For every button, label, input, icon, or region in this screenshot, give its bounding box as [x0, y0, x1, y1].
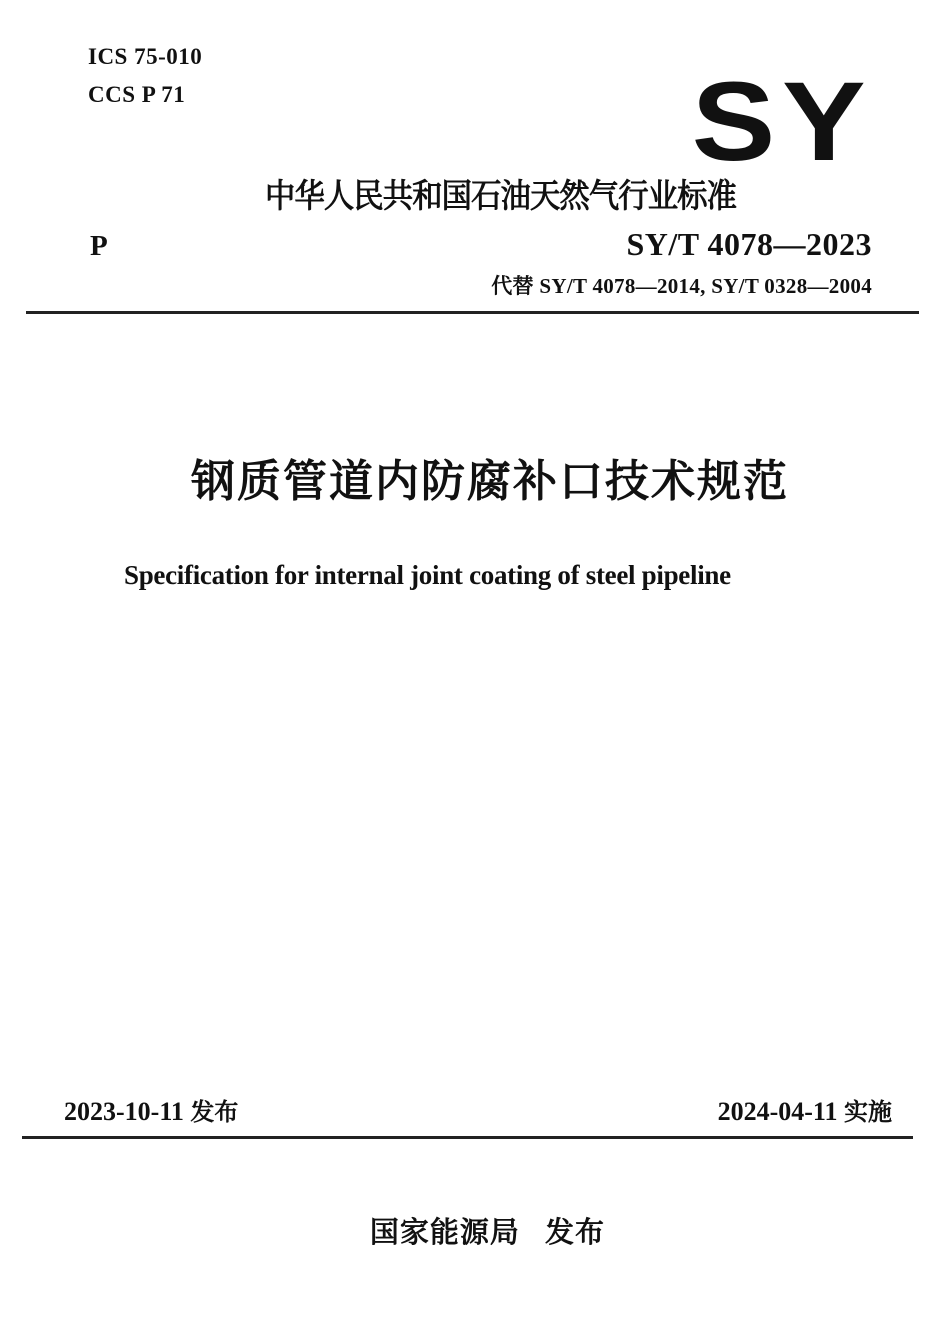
implementation-date: 2024-04-11	[717, 1097, 838, 1126]
ics-code: ICS 75-010	[88, 44, 203, 69]
ccs-code: CCS P 71	[88, 82, 186, 107]
document-title-chinese: 钢质管道内防腐补口技术规范	[191, 456, 789, 507]
replaces-note: 代替 SY/T 4078—2014, SY/T 0328—2004	[491, 274, 872, 298]
publish-label: 发布	[545, 1215, 606, 1249]
implementation-label: 实施	[844, 1098, 892, 1126]
issue-label: 发布	[190, 1098, 239, 1126]
issue-date: 2023-10-11	[64, 1097, 184, 1126]
sy-logo: SY	[691, 59, 872, 184]
document-title-english: Specification for internal joint coating of steel pipeline	[124, 560, 731, 590]
standard-code: SY/T 4078—2023	[626, 226, 872, 262]
issue-date-line	[64, 1092, 238, 1127]
header-divider	[26, 311, 919, 314]
footer-divider	[22, 1136, 913, 1139]
category-letter: P	[90, 230, 108, 262]
publisher-name: 国家能源局	[369, 1215, 520, 1249]
industry-standard-heading: 中华人民共和国石油天然气行业标准	[265, 176, 737, 215]
implementation-date-line	[718, 1092, 892, 1127]
publisher-line	[0, 1210, 950, 1251]
